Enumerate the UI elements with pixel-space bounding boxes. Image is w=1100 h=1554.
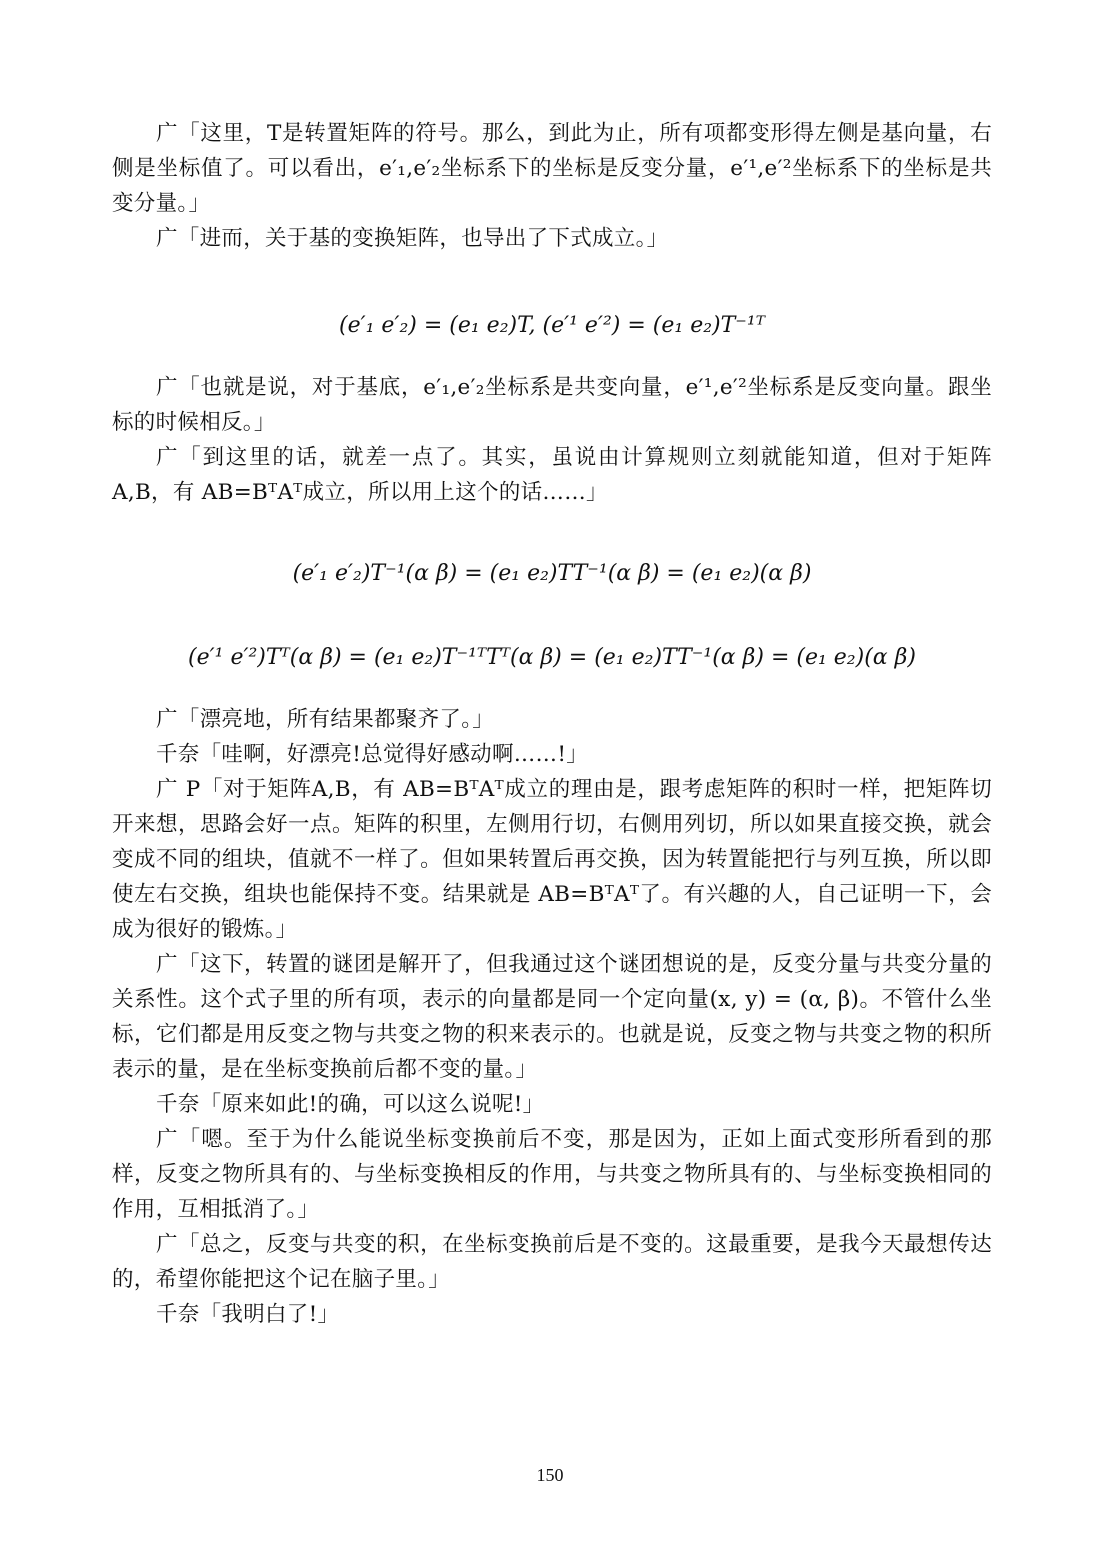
equation: (e′¹ e′²)Tᵀ(α β) = (e₁ e₂)T⁻¹ᵀTᵀ(α β) = (e₁ e₂)TT⁻¹(α β) = (e₁ e₂)(α β)	[188, 645, 916, 670]
text-block-mid	[112, 370, 992, 510]
paragraph: 广「这下，转置的谜团是解开了，但我通过这个谜团想说的是，反变分量与共变分量的关系性。这个式子里的所有项，表示的向量都是同一个定向量(x, y) = (α, β)。不管什么坐标，它们都是用反变之物与共变之物的积来表示的。也就是说，反变之物与共变之物的积所表示的量，是在坐标变换前后都不变的量。」	[112, 952, 992, 1082]
paragraph: 广「总之，反变与共变的积，在坐标变换前后是不变的。这最重要，是我今天最想传达的，希望你能把这个记在脑子里。」	[112, 1232, 992, 1292]
paragraph: 广「漂亮地，所有结果都聚齐了。」	[156, 707, 495, 732]
paragraph: 千奈「我明白了!」	[156, 1302, 340, 1327]
paragraph: 千奈「原来如此!的确，可以这么说呢!」	[156, 1092, 545, 1117]
text-block-bottom	[112, 702, 992, 1332]
paragraph: 广「也就是说，对于基底，e′₁,e′₂坐标系是共变向量，e′¹,e′²坐标系是反变向量。跟坐标的时候相反。」	[112, 375, 992, 435]
equation: (e′₁ e′₂)T⁻¹(α β) = (e₁ e₂)TT⁻¹(α β) = (e₁ e₂)(α β)	[292, 561, 812, 586]
equation: (e′₁ e′₂) = (e₁ e₂)T, (e′¹ e′²) = (e₁ e₂)T⁻¹ᵀ	[339, 313, 765, 338]
paragraph: 广「嗯。至于为什么能说坐标变换前后不变，那是因为，正如上面式变形所看到的那样，反变之物所具有的、与坐标变换相反的作用，与共变之物所具有的、与坐标变换相同的作用，互相抵消了。」	[112, 1127, 992, 1222]
paragraph: 广「进而，关于基的变换矩阵，也导出了下式成立。」	[156, 226, 669, 251]
paragraph: 千奈「哇啊，好漂亮!总觉得好感动啊……!」	[156, 742, 589, 767]
paragraph: 广「这里，T是转置矩阵的符号。那么，到此为止，所有项都变形得左侧是基向量，右侧是坐标值了。可以看出，e′₁,e′₂坐标系下的坐标是反变分量，e′¹,e′²坐标系下的坐标是共变分量。」	[112, 121, 992, 216]
paragraph: 广 P「对于矩阵A,B，有 AB=BᵀAᵀ成立的理由是，跟考虑矩阵的积时一样，把矩阵切开来想，思路会好一点。矩阵的积里，左侧用行切，右侧用列切，所以如果直接交换，就会变成不同的组块，值就不一样了。但如果转置后再交换，因为转置能把行与列互换，所以即使左右交换，组块也能保持不变。结果就是 AB=BᵀAᵀ了。有兴趣的人，自己证明一下，会成为很好的锻炼。」	[112, 777, 992, 942]
paragraph: 广「到这里的话，就差一点了。其实，虽说由计算规则立刻就能知道，但对于矩阵A,B，有 AB=BᵀAᵀ成立，所以用上这个的话……」	[112, 445, 992, 505]
text-block-top	[112, 116, 992, 256]
page-number: 150	[536, 1465, 564, 1485]
